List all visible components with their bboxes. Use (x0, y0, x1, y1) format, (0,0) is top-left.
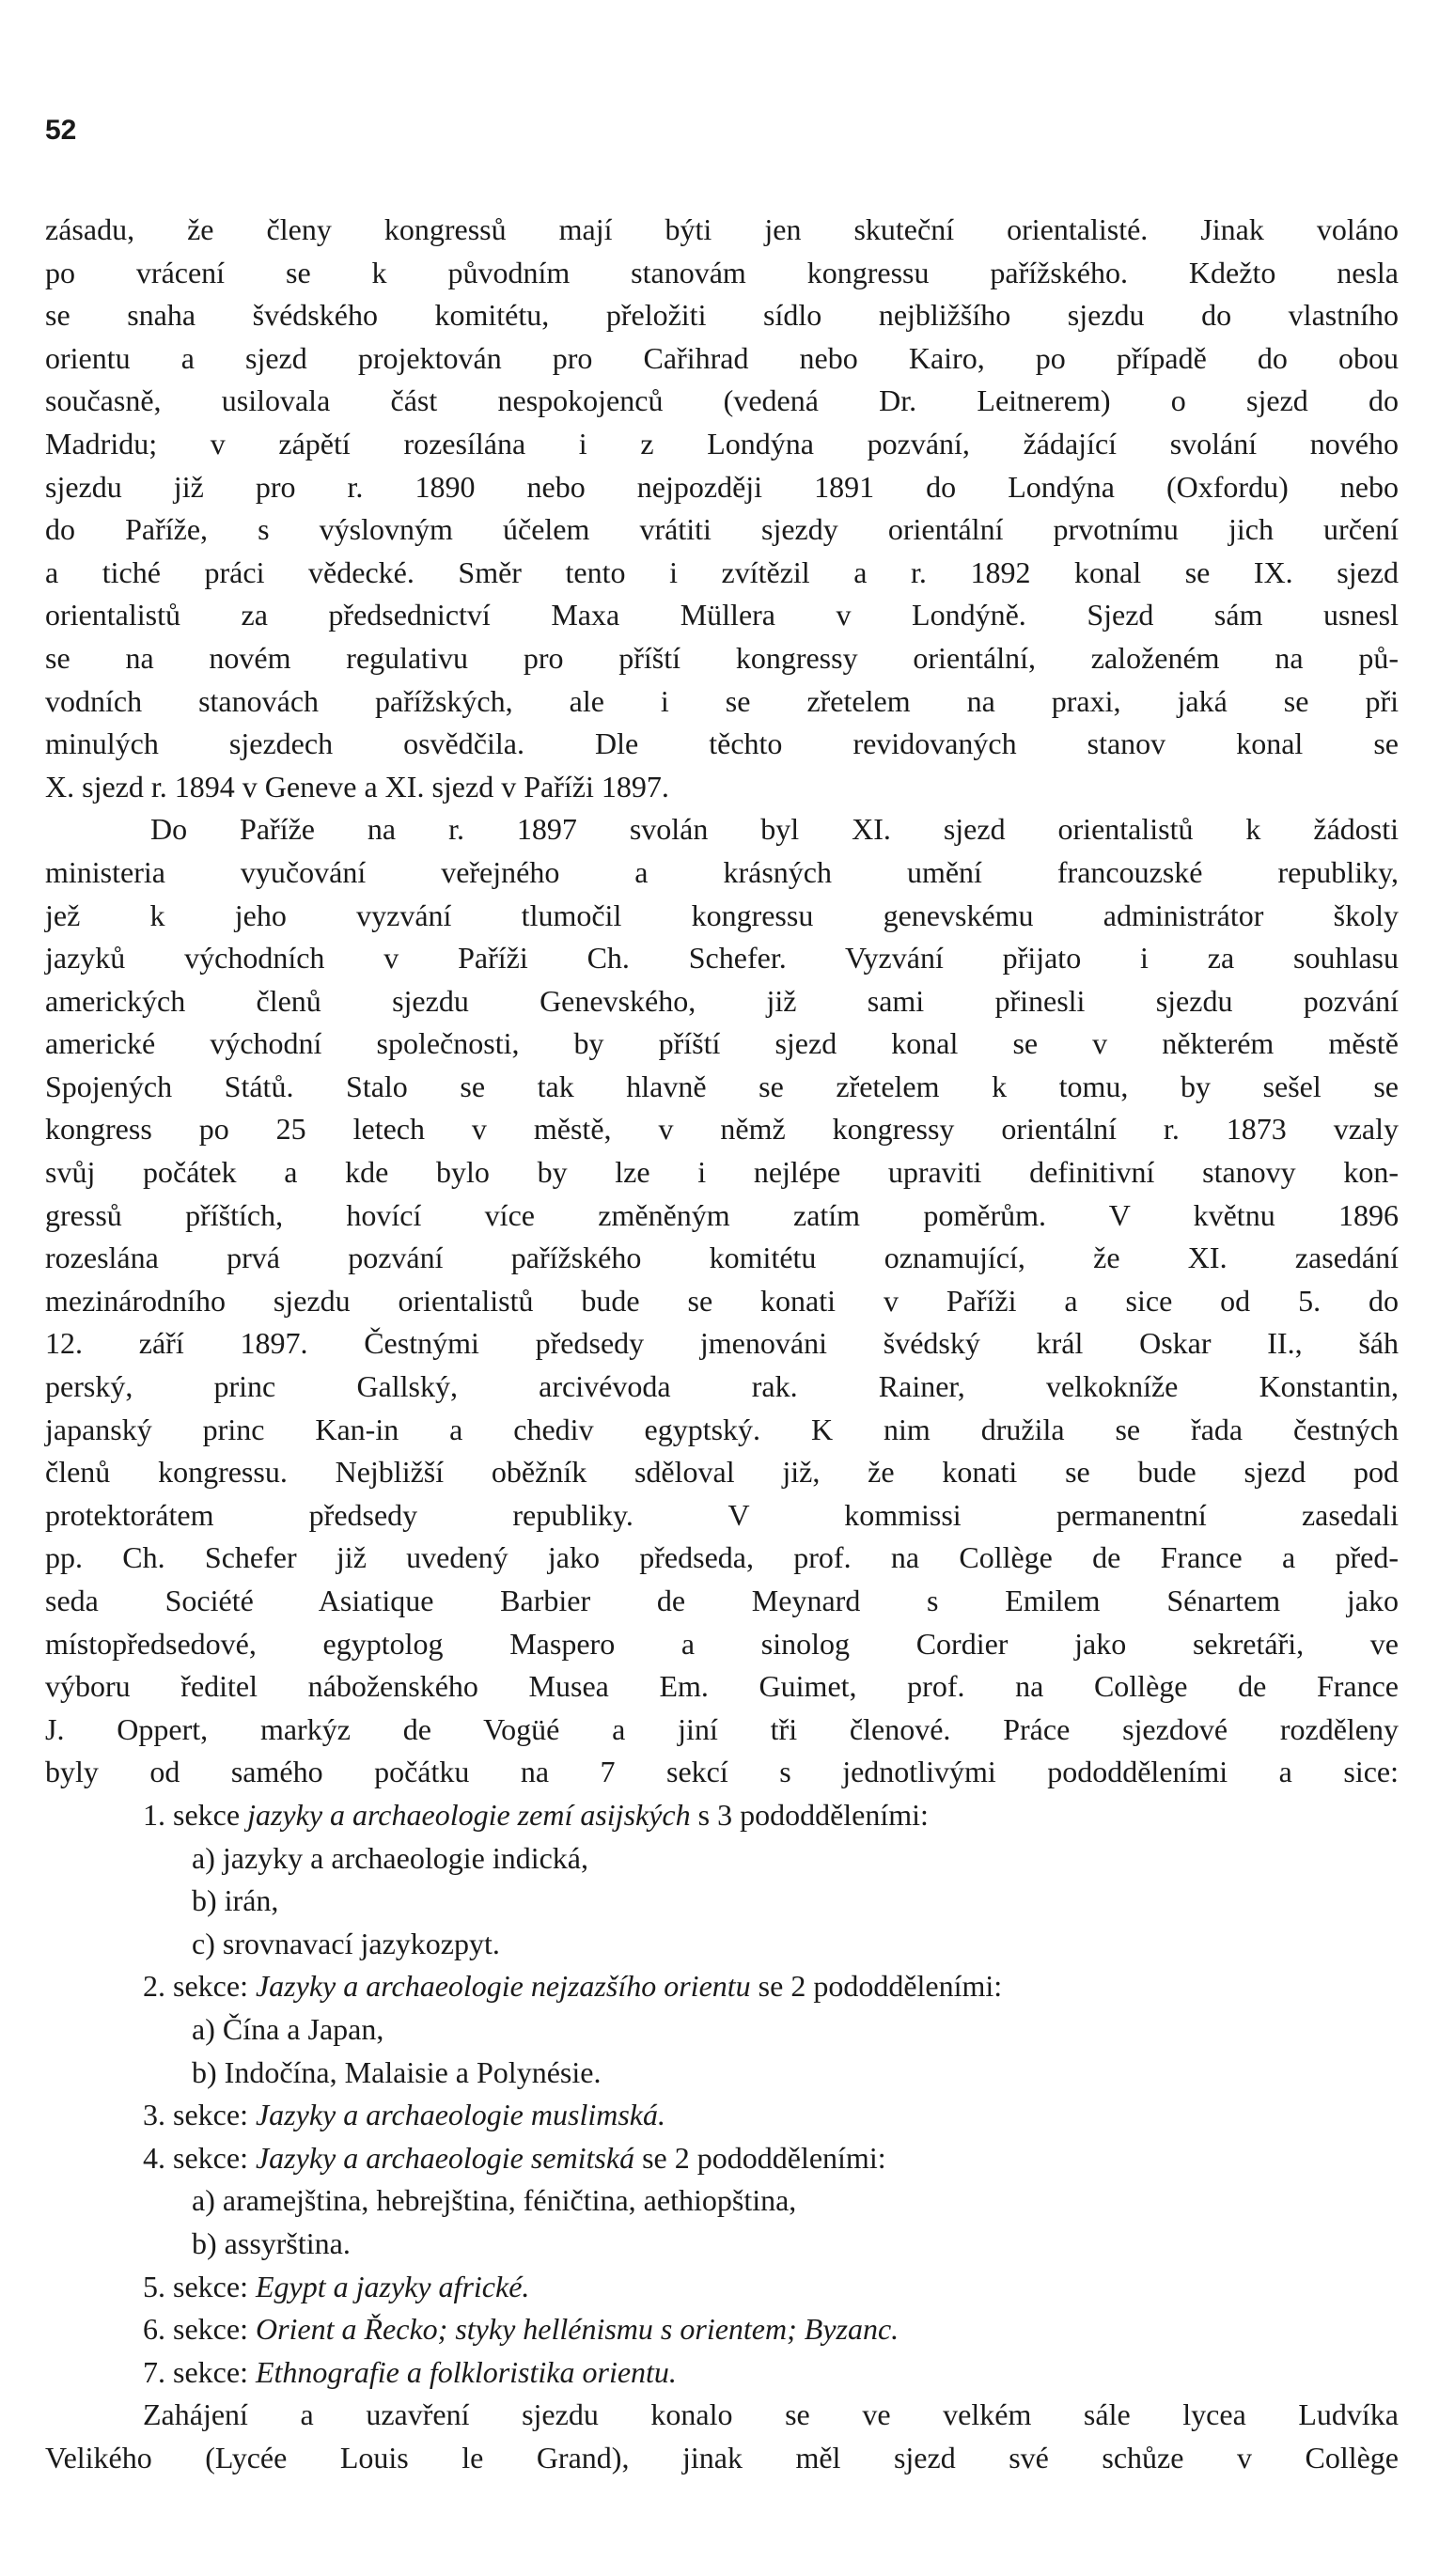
text-line: Madridu; v zápětí rozesílána i z Londýna pozvání, žádající svolání nového (45, 426, 1399, 461)
text-line: mezinárodního sjezdu orientalistů bude se konati v Paříži a sice od 5. do (45, 1283, 1399, 1318)
text-line: zásadu, že členy kongressů mají býti jen skuteční orientalisté. Jinak voláno (45, 212, 1399, 246)
text-line: J. Oppert, markýz de Vogüé a jiní tři členové. Práce sjezdové rozděleny (45, 1711, 1399, 1746)
section-2 (45, 1965, 1399, 2008)
text-line: po vrácení se k původním stanovám kongressu pařížského. Kdežto nesla (45, 255, 1399, 289)
text-line: sjezdu již pro r. 1890 nebo nejpozději 1891 do Londýna (Oxfordu) nebo (45, 469, 1399, 504)
page-number: 52 (45, 115, 77, 146)
text-line: orientalistů za předsednictví Maxa Müllera v Londýně. Sjezd sám usnesl (45, 598, 1399, 632)
text-line: Velikého (Lycée Louis le Grand), jinak měl sjezd své schůze v Collège (45, 2440, 1399, 2475)
section-title: Ethnografie a folkloristika orientu. (255, 2354, 677, 2389)
section-title: Orient a Řecko; styky hellénismu s orientem; Byzanc. (255, 2312, 899, 2347)
section-number: 7. sekce: (143, 2354, 248, 2389)
text-line: X. sjezd r. 1894 v Geneve a XI. sjezd v Paříži 1897. (45, 769, 669, 804)
section-6 (45, 2308, 1399, 2351)
subsection-item: c) srovnavací jazykozpyt. (192, 1926, 500, 1960)
section-7 (45, 2351, 1399, 2395)
subsection-item: a) aramejština, hebrejština, féničtina, aethiopština, (192, 2183, 797, 2218)
text-line: seda Société Asiatique Barbier de Meynard s Emilem Sénartem jako (45, 1584, 1399, 1617)
section-suffix: se 2 pododděleními: (758, 1969, 1003, 2004)
text-line: protektorátem předsedy republiky. V kommissi permanentní zasedali (45, 1497, 1399, 1532)
section-title: Jazyky a archaeologie muslimská. (255, 2098, 665, 2132)
section-number: 6. sekce: (143, 2312, 248, 2347)
text-line: minulých sjezdech osvědčila. Dle těchto revidovaných stanov konal se (45, 726, 1399, 761)
text-line: členů kongressu. Nejbližší oběžník sděloval již, že konati se bude sjezd pod (45, 1455, 1399, 1490)
text-line: pp. Ch. Schefer již uvedený jako předseda, prof. na Collège de France a před- (45, 1540, 1399, 1575)
section-number: 1. sekce (143, 1797, 241, 1832)
text-line: rozeslána prvá pozvání pařížského komitétu oznamující, že XI. zasedání (45, 1241, 1399, 1275)
paragraph-start: Do Paříže na r. 1897 svolán byl XI. sjezd orientalistů k žádosti (150, 812, 1399, 847)
section-number: 5. sekce: (143, 2269, 248, 2303)
text-line: perský, princ Gallský, arcivévoda rak. Rainer, velkokníže Konstantin, (45, 1369, 1399, 1404)
text-line: současně, usilovala část nespokojenců (vedená Dr. Leitnerem) o sjezd do (45, 383, 1399, 418)
section-number: 3. sekce: (143, 2098, 248, 2132)
section-title: jazyky a archaeologie zemí asijských (247, 1797, 691, 1832)
text-line: svůj počátek a kde bylo by lze i nejlépe upraviti definitivní stanovy kon- (45, 1155, 1399, 1190)
text-line: a tiché práci vědecké. Směr tento i zvítězil a r. 1892 konal se IX. sjezd (45, 554, 1399, 589)
text-line: jazyků východních v Paříži Ch. Schefer. Vyzvání přijato i za souhlasu (45, 941, 1399, 976)
text-line: jež k jeho vyzvání tlumočil kongressu genevskému administrátor školy (45, 898, 1399, 932)
subsection-item: b) assyrština. (192, 2225, 351, 2260)
section-1 (45, 1794, 1399, 1837)
text-line: byly od samého počátku na 7 sekcí s jednotlivými pododděleními a sice: (45, 1755, 1399, 1789)
section-suffix: se 2 pododděleními: (642, 2140, 886, 2175)
text-line: gressů příštích, hovící více změněným zatím poměrům. V květnu 1896 (45, 1197, 1399, 1232)
body-text (45, 209, 1399, 2479)
section-title: Egypt a jazyky africké. (255, 2269, 530, 2303)
section-suffix: s 3 pododděleními: (697, 1797, 929, 1832)
text-line: vodních stanovách pařížských, ale i se zřetelem na praxi, jaká se při (45, 683, 1399, 718)
section-title: Jazyky a archaeologie semitská (255, 2140, 635, 2175)
text-line: se snaha švédského komitétu, přeložiti sídlo nejbližšího sjezdu do vlastního (45, 298, 1399, 333)
section-number: 4. sekce: (143, 2140, 248, 2175)
section-title: Jazyky a archaeologie nejzazšího orientu (255, 1969, 751, 2004)
text-line: amerických členů sjezdu Genevského, již sami přinesli sjezdu pozvání (45, 983, 1399, 1018)
text-line: se na novém regulativu pro příští kongressy orientální, založeném na pů- (45, 640, 1399, 675)
text-line: americké východní společnosti, by příští sjezd konal se v některém městě (45, 1026, 1399, 1061)
text-line: kongress po 25 letech v městě, v němž kongressy orientální r. 1873 vzaly (45, 1112, 1399, 1147)
section-5 (45, 2266, 1399, 2309)
section-3 (45, 2094, 1399, 2137)
section-number: 2. sekce: (143, 1969, 248, 2004)
text-line: japanský princ Kan-in a chediv egyptský. K nim družila se řada čestných (45, 1412, 1399, 1446)
text-line: do Paříže, s výslovným účelem vrátiti sjezdy orientální prvotnímu jich určení (45, 512, 1399, 547)
section-4 (45, 2137, 1399, 2180)
text-line: 12. září 1897. Čestnými předsedy jmenováni švédský král Oskar II., šáh (45, 1326, 1399, 1361)
text-line: orientu a sjezd projektován pro Cařihrad nebo Kairo, po případě do obou (45, 340, 1399, 375)
subsection-item: a) jazyky a archaeologie indická, (192, 1840, 588, 1875)
text-line: Spojených Států. Stalo se tak hlavně se zřetelem k tomu, by sešel se (45, 1069, 1399, 1103)
text-line: výboru ředitel náboženského Musea Em. Guimet, prof. na Collège de France (45, 1669, 1399, 1704)
paragraph-start: Zahájení a uzavření sjezdu konalo se ve velkém sále lycea Ludvíka (143, 2397, 1399, 2432)
subsection-item: b) Indočína, Malaisie a Polynésie. (192, 2054, 602, 2089)
text-line: místopředsedové, egyptolog Maspero a sinolog Cordier jako sekretáři, ve (45, 1626, 1399, 1661)
text-line: ministeria vyučování veřejného a krásných umění francouzské republiky, (45, 854, 1399, 889)
subsection-item: a) Čína a Japan, (192, 2011, 384, 2046)
subsection-item: b) irán, (192, 1883, 279, 1918)
